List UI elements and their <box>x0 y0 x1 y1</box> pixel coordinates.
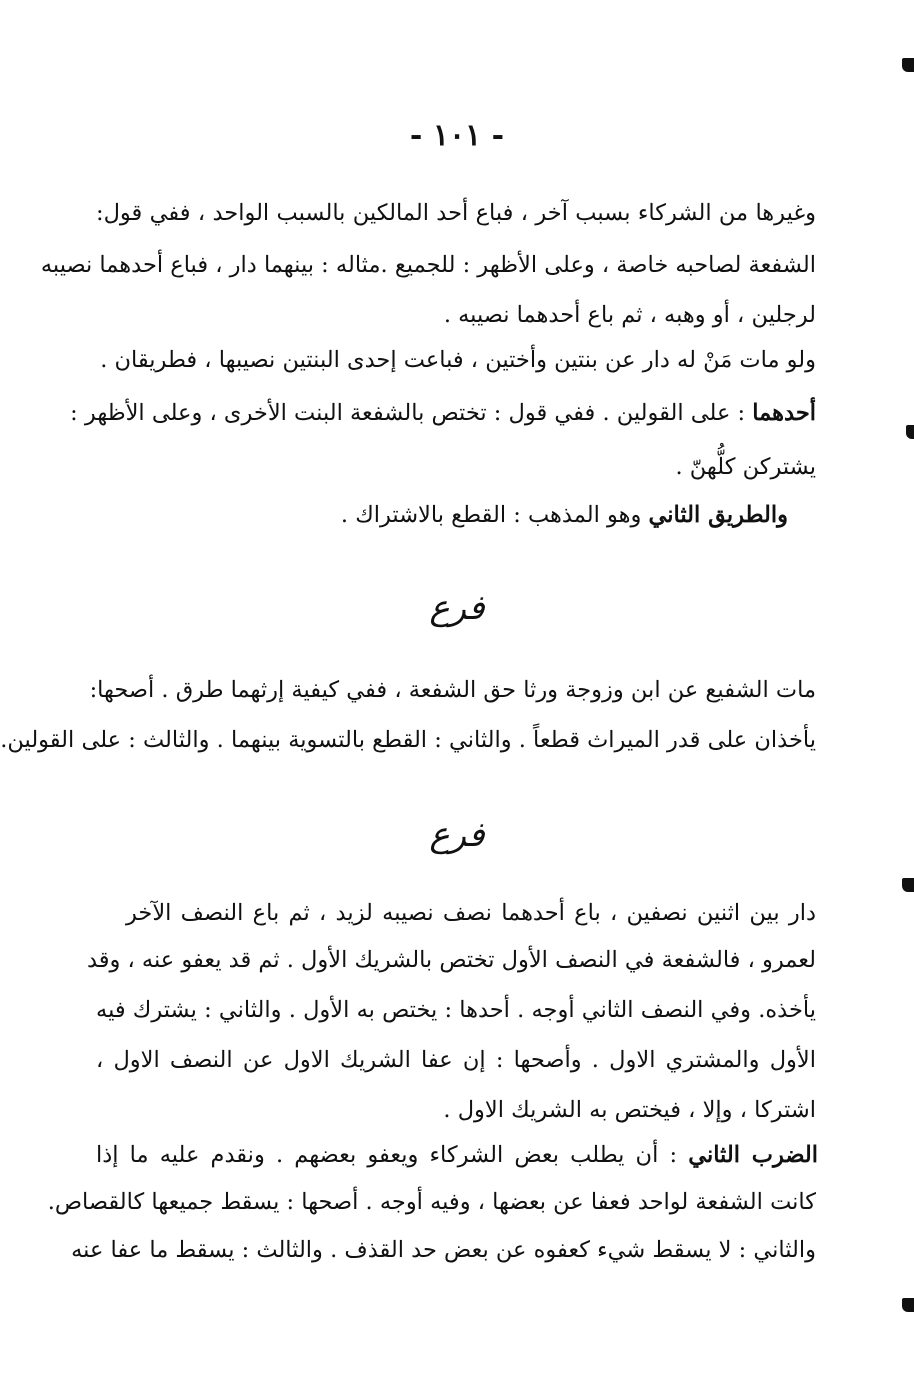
text-line: أحدهما : على القولين . ففي قول : تختص بالشفعة البنت الأخرى ، وعلى الأظهر : <box>70 400 816 426</box>
scan-edge-mark <box>906 425 914 439</box>
text-line <box>96 1140 818 1170</box>
line-rest: : أن يطلب بعض الشركاء ويعفو بعضهم . ونقدم عليه ما إذا <box>96 1142 678 1168</box>
line-rest: وهو المذهب : القطع بالاشتراك . <box>340 502 642 528</box>
text-line: كانت الشفعة لواحد فعفا عن بعضها ، وفيه أوجه . أصحها : يسقط جميعها كالقصاص. <box>47 1189 816 1215</box>
text-line: دار بين اثنين نصفين ، باع أحدهما نصف نصيبه لزيد ، ثم باع النصف الآخر <box>126 900 816 926</box>
text-line: وغيرها من الشركاء بسبب آخر ، فباع أحد المالكين بالسبب الواحد ، ففي قول: <box>96 200 816 226</box>
section-heading: فرع <box>429 815 485 855</box>
text-line: الأول والمشتري الاول . وأصحها : إن عفا الشريك الاول عن النصف الاول ، <box>96 1047 816 1073</box>
text-line: يأخذان على قدر الميراث قطعاً . والثاني : القطع بالتسوية بينهما . والثالث : على القولين. <box>0 727 816 753</box>
text-line: مات الشفيع عن ابن وزوجة ورثا حق الشفعة ، ففي كيفية إرثهما طرق . أصحها: <box>89 677 816 703</box>
section-heading: فرع <box>429 588 485 628</box>
scan-edge-mark <box>902 58 914 72</box>
text-line: لعمرو ، فالشفعة في النصف الأول تختص بالشريك الأول . ثم قد يعفو عنه ، وقد <box>86 947 816 973</box>
text-line: ولو مات مَنْ له دار عن بنتين وأختين ، فباعت إحدى البنتين نصيبها ، فطريقان . <box>100 347 816 373</box>
text-line: يشتركن كلُّهنّ . <box>675 454 816 480</box>
lead-phrase: الضرب الثاني <box>688 1142 818 1168</box>
lead-phrase: والطريق الثاني <box>648 502 788 528</box>
text-line: الشفعة لصاحبه خاصة ، وعلى الأظهر : للجميع .مثاله : بينهما دار ، فباع أحدهما نصيبه <box>40 252 816 278</box>
text-line: لرجلين ، أو وهبه ، ثم باع أحدهما نصيبه . <box>443 302 816 328</box>
text-line: يأخذه. وفي النصف الثاني أوجه . أحدها : يختص به الأول . والثاني : يشترك فيه <box>96 997 816 1023</box>
scan-edge-mark <box>902 1298 914 1312</box>
scan-edge-mark <box>902 878 914 892</box>
text-line: والثاني : لا يسقط شيء كعفوه عن بعض حد القذف . والثالث : يسقط ما عفا عنه <box>71 1237 816 1263</box>
text-line: اشتركا ، وإلا ، فيختص به الشريك الاول . <box>443 1097 816 1123</box>
page-number: - ١٠١ - <box>409 118 505 153</box>
lead-phrase: أحدهما <box>752 400 816 426</box>
text-line <box>98 500 788 530</box>
